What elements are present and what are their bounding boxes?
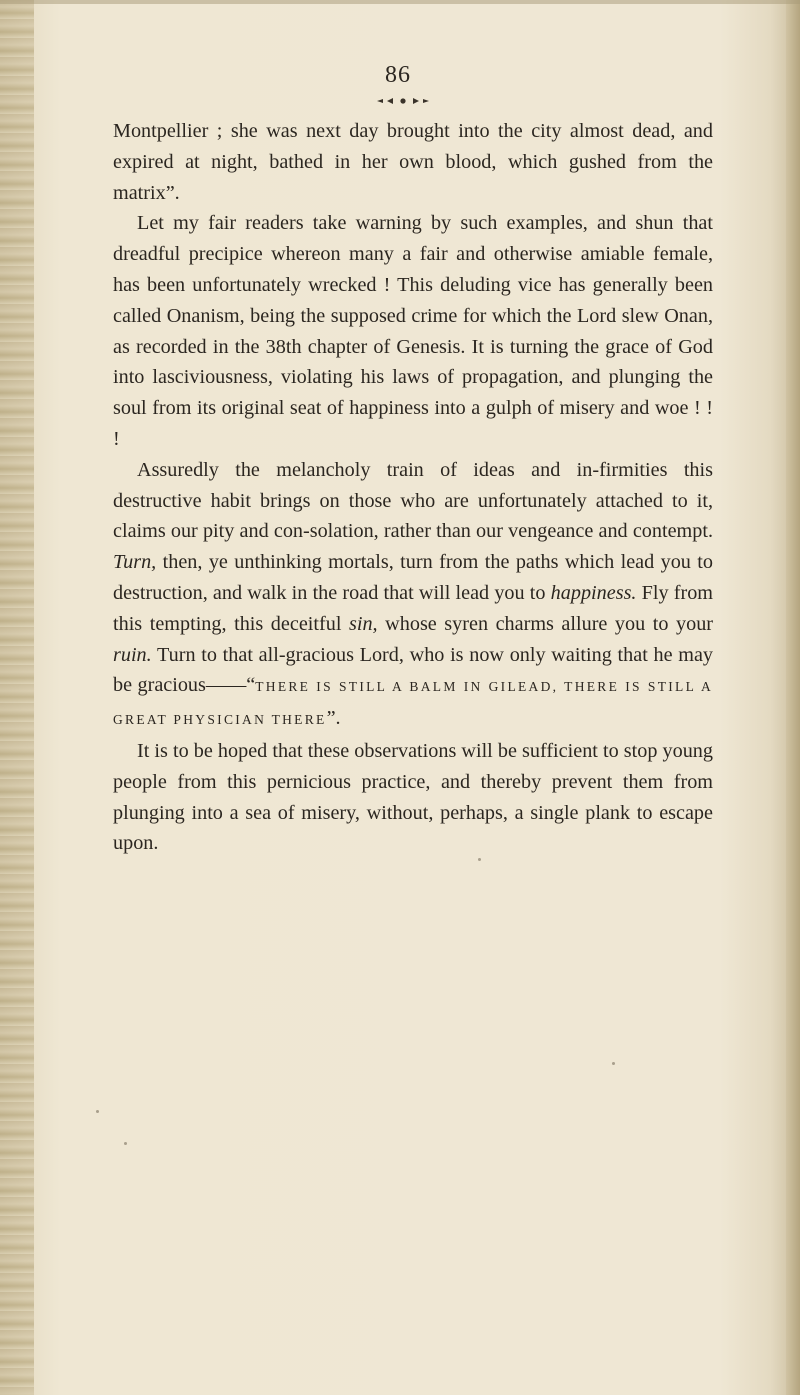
paper-speck xyxy=(478,858,481,861)
paragraph-3-text-a: then, ye unthinking mortals, turn from the paths which lead you to destruction, and walk in the road that will lead you to xyxy=(113,551,713,604)
paragraph-4: It is to be hoped that these observations will be sufficient to stop young people from this pernicious practice, and thereby prevent them from plunging into a sea of misery, without, perhaps, a single plank to escape upon. xyxy=(113,739,713,855)
page-right-edge xyxy=(786,0,800,1395)
body-text xyxy=(113,116,713,859)
paper-speck xyxy=(612,1062,615,1065)
italic-ruin: ruin. xyxy=(113,643,152,666)
paragraph-3 xyxy=(113,455,713,736)
paragraph-1: Montpellier ; she was next day brought into the city almost dead, and expired at night, bathed in her own blood, which gushed from the matrix”. xyxy=(113,120,713,204)
paper-speck xyxy=(96,1110,99,1113)
quote-close: ”. xyxy=(326,707,341,730)
paragraph-3-text-c: whose syren charms allure you to your xyxy=(385,612,714,635)
italic-happiness: happiness. xyxy=(550,581,637,604)
paragraph-3-opening: Assuredly the melancholy train of ideas and in-firmities this destructive habit brings on those who are unfortunately attached to it, claims our pity and con-solation, rather than our vengeance and contempt. xyxy=(113,458,713,543)
italic-sin: sin, xyxy=(349,612,378,635)
paragraph-2: Let my fair readers take warning by such examples, and shun that dreadful precipice whereon many a fair and otherwise amiable female, has been unfortunately wrecked ! This deluding vice has generally been called Onanism, being the supposed crime for which the Lord slew Onan, as recorded in the 38th chapter of Genesis. It is turning the grace of God into lasciviousness, violating his laws of propagation, and plunging the soul from its original seat of happiness into a gulph of misery and woe ! ! ! xyxy=(113,212,713,450)
italic-turn: Turn, xyxy=(113,551,157,574)
paragraph-3-text-d: Turn to that all-gracious Lord, who is now only waiting that he may be gracious——“ xyxy=(113,643,714,697)
page-top-edge xyxy=(0,0,800,4)
ornament-divider xyxy=(377,97,429,105)
paragraph-3-text-b: Fly from this tempting, this deceitful xyxy=(113,581,714,635)
paper-speck xyxy=(124,1142,127,1145)
page-number: 86 xyxy=(385,62,411,88)
small-caps-quote: THERE IS STILL A BALM IN GILEAD, THERE IS STILL A GREAT PHYSICIAN THERE xyxy=(113,679,714,728)
page-binding-shadow xyxy=(0,0,34,1395)
